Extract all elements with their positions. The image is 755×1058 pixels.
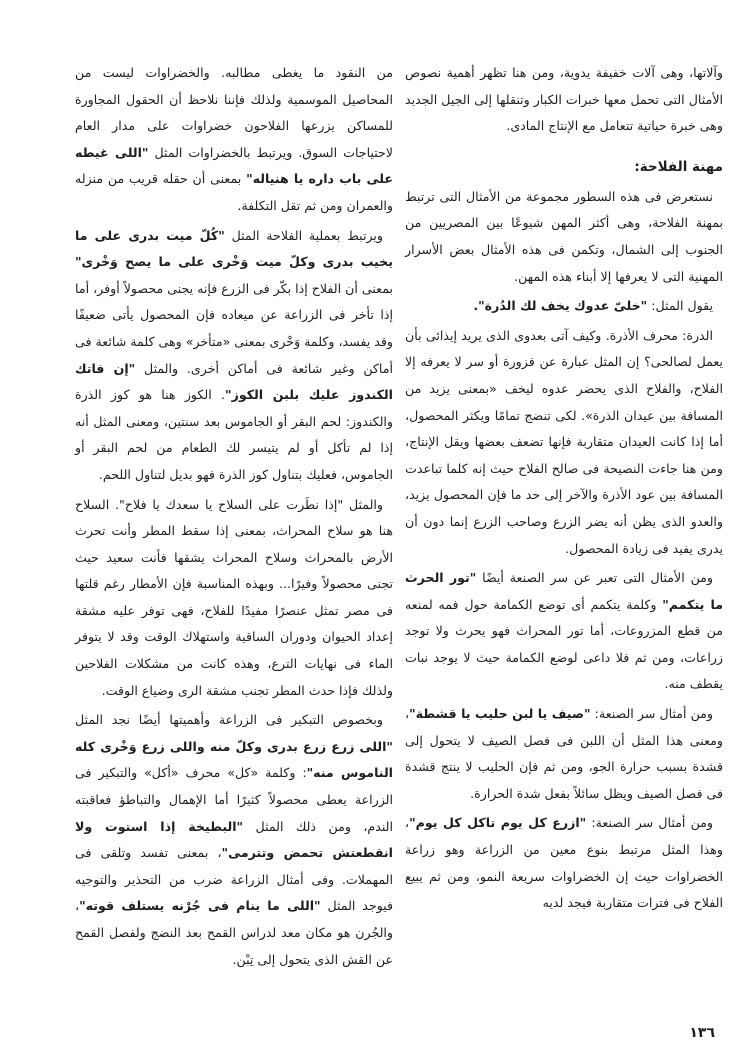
- paragraph: [75, 223, 393, 489]
- right-column: [405, 60, 723, 920]
- paragraph: [405, 293, 723, 320]
- text-run: : وكلمة «كل» محرف «أكل» والتبكير فى الزراعة يعطى محصولاً كثيرًا أما الإهمال والتباطؤ فعاقبته الندم، ومن ذلك المثل: [75, 765, 393, 834]
- paragraph: نستعرض فى هذه السطور مجموعة من الأمثال التى ترتبط بمهنة الفلاحة، وهى أكثر المهن شيوعًا بين المصريين من الجنوب إلى الشمال، وتكمن فى هذه الأمثال بعض الأسرار المهنية التى لا يعرفها إلا أبناء هذه المهن.: [405, 188, 723, 284]
- paragraph: وآلاتها، وهى آلات خفيفة يدوية، ومن هنا تظهر أهمية نصوص الأمثال التى تحمل معها خبرات الكبار وتنقلها إلى الجيل الجديد وهى خبرة حياتية تتعامل مع الإنتاج المادى.: [405, 65, 723, 134]
- text-run: بمعنى أن حقله قريب من منزله والعمران ومن ثم تقل التكلفة.: [75, 171, 393, 213]
- text-run: ومن أمثال سر الصنعة:: [590, 706, 713, 722]
- section-heading: مهنة الفلاحة:: [634, 158, 723, 175]
- text-run: يقول المثل:: [647, 298, 713, 314]
- text-run: وكلمة يتكمم أى توضع الكمامة حول فمه لمنعه من قطع المزروعات، أما تور المحراث فهو يحرث ولا توجد زراعات، ومن ثم فلا داعى لوضع الكمامة حيث لا يوجد نبات يقطف منه.: [405, 596, 723, 692]
- text-run: بمعنى أن الفلاح إذا بكّر فى الزرع فإنه يجنى محصولاً أوفر، أما إذا تأخر فى الزراعة عن ميعاده فإن المحصول يأتى ضعيفًا وقد يفسد، وكلمة وَخْرى بمعنى «متأخر» وهى كلمة شائعة فى أماكن وغير شائعة فى أماكن أخرى. والمثل: [75, 280, 393, 376]
- paragraph: [405, 701, 723, 807]
- proverb-quote: "اللى ما ينام فى جُرْنه يستلف قوته": [79, 898, 321, 914]
- paragraph: [75, 60, 393, 220]
- paragraph: [405, 810, 723, 916]
- left-column: [75, 60, 393, 976]
- paragraph: [405, 565, 723, 698]
- proverb-quote: "كُلّ ميت بدرى على ما يخيب بدرى وكلّ ميت وَخْرى على ما يصح وَخْرى": [75, 227, 393, 270]
- text-run: ومن أمثال سر الصنعة:: [586, 815, 714, 831]
- proverb-quote: "اللى غيطه على باب داره يا هنياله": [75, 144, 393, 187]
- text-run: وبخصوص التبكير فى الزراعة وأهميتها أيضًا نجد المثل: [75, 712, 383, 728]
- paragraph: والمثل "إذا نطَرت على السلاح يا سعدك يا فلاح". السلاح هنا هو سلاح المحراث، بمعنى إذا سقط المطر وأنت تحرث الأرض بالمحراث وسلاح المحراث يشقها فأنت سعيد حيث تجنى محصولاً وفيرًا... وبهذه المناسبة فإن الأمطار رغم قلتها فى مصر تمثل عنصرًا مفيدًا للفلاح، فهى توفر عليه مشقة إعداد الحيوان ودوران الساقية واستهلاك الوقت وقد لا يتوفر الماء فى نهايات الترع، وهذه كانت من مشكلات الفلاحين ولذلك فإذا حدث المطر تجنب مشقة الرى وضياع الوقت.: [75, 496, 393, 698]
- paragraph: الدرة: محرف الأذرة. وكيف آتى بعدوى الذى يريد إيذائى بأن يعمل لصالحى؟ إن المثل عبارة عن فزورة أو سر لا يعرفه إلا الفلاح، والفلاح الذى يحضر عدوه ليخف «بمعنى يزيد من المسافة بين عيدان الذرة». لكى تنضج تمامًا ويكثر المحصول، أما إذا كانت العيدان متقاربة فإنها تضعف بعضها ويقل الإنتاج، ومن هنا جاءت النصيحة فى صالح الفلاح حيث إنه كلما تباعدت المسافة بين عود الأذرة والآخر إلى حد ما فإن المحصول يزيد، والعدو الذى يظن أنه يضر الزرع وصاحب الزرع إنما دون أن يدرى يفيد فى زيادة المحصول.: [405, 327, 723, 556]
- text-run: ومن الأمثال التى تعبر عن سر الصنعة أيضًا: [476, 570, 713, 586]
- proverb-quote: "البطيخة إذا استوت ولا انقطعتش تحمض وتترمى": [75, 818, 393, 861]
- text-run: ، بمعنى تفسد وتلقى فى المهملات. وفى أمثال الزراعة ضرب من التحذير والتوجيه فيوجد المثل: [75, 845, 393, 914]
- text-run: ويرتبط بعملية الفلاحة المثل: [224, 227, 383, 243]
- text-run: ، وهذا المثل مرتبط بنوع معين من الزراعة وهو زراعة الخضراوات حيث إن الخضراوات سريعة النمو، ومن ثم يبيع الفلاح فى فترات متقاربة فيجد لديه: [405, 815, 723, 911]
- text-run: . الكوز هنا هو كوز الذرة والكندوز: لحم البقر أو الجاموس بعد سنتين، ومعنى المثل أنه إذا لم تأكل أو لم يتيسر لك الطعام من لحم البقر أو الجاموس، فعليك بتناول كوز الذرة فهو بديل لتناول اللحم.: [75, 387, 393, 482]
- proverb-quote: "ازرع كل يوم تاكل كل يوم": [409, 815, 587, 831]
- proverb-quote: "صيف يا لبن حليب يا قشطة": [409, 706, 591, 722]
- text-run: من النقود ما يغطى مطالبه. والخضراوات ليست من المحاصيل الموسمية ولذلك فإننا نلاحظ أن الحقول المجاورة للمساكن يزرعها الفلاحون خضراوات على مدار العام لاحتياجات السوق. ويرتبط بالخضراوات المثل: [75, 65, 393, 160]
- proverb-quote: "خلىّ عدوك يخف لك الدُرة".: [473, 298, 648, 314]
- proverb-quote: "تور الحرث ما يتكمم": [405, 570, 723, 612]
- text-run: ، والجُرن هو مكان معد لدراس القمح بعد النضج ولفصل القمح عن القش الذى يتحول إلى تِبْن.: [75, 898, 393, 967]
- text-run: ، ومعنى هذا المثل أن اللبن فى فصل الصيف لا يتحول إلى قشدة بسبب حرارة الجو، ومن ثم فإن الحليب لا ينتج قشدة فى فصل الصيف ويظل سائلاً بفعل شدة الحرارة.: [405, 706, 723, 801]
- page-number: ١٣٦: [689, 1025, 715, 1041]
- paragraph: [75, 707, 393, 973]
- proverb-quote: "إن فاتك الكندوز عليك بلبن الكوز": [75, 360, 393, 403]
- proverb-quote: "اللى زرع زرع بدرى وكلّ منه واللى زرع وَخْرى كله الناموس منه": [75, 738, 393, 781]
